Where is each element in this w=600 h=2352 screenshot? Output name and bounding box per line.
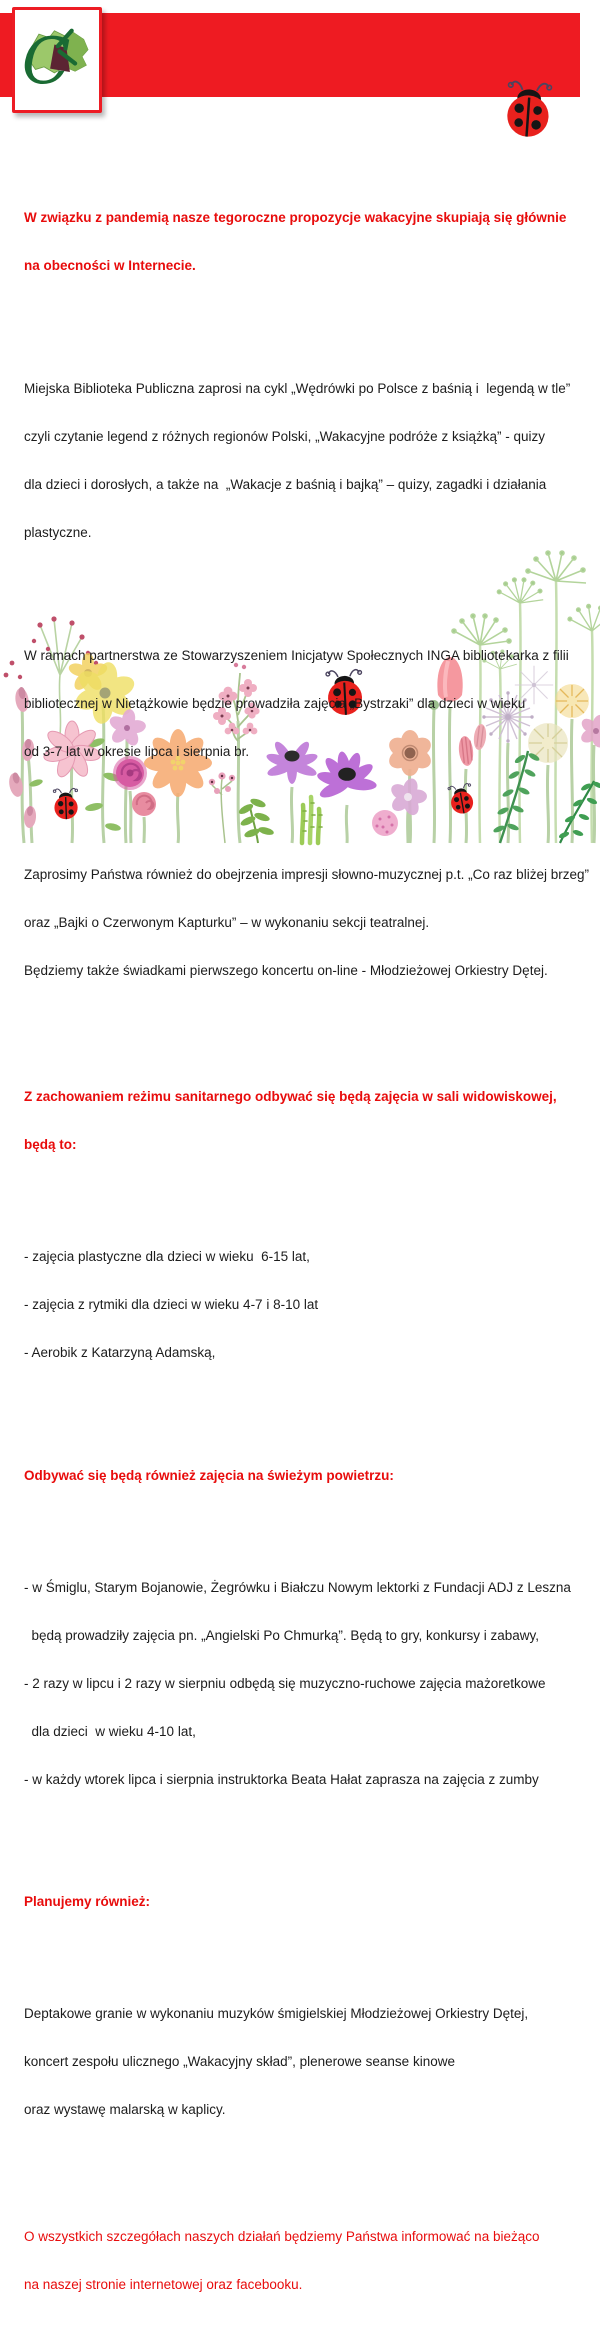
paragraph-library bbox=[24, 349, 590, 573]
list-item: dla dzieci w wieku 4-10 lat, bbox=[24, 1724, 196, 1739]
list-item: - 2 razy w lipcu i 2 razy w sierpniu odbędą się muzyczno-ruchowe zajęcia mażoretkowe bbox=[24, 1676, 546, 1691]
text-line: Miejska Biblioteka Publiczna zaprosi na cykl „Wędrówki po Polsce z baśnią i legendą w tle” bbox=[24, 381, 571, 396]
paragraph-plans bbox=[24, 1974, 590, 2150]
text-line: W związku z pandemią nasze tegoroczne propozycje wakacyjne skupiają się głównie bbox=[24, 210, 567, 225]
closing-note bbox=[24, 2197, 590, 2325]
text-line: od 3-7 lat w okresie lipca i sierpnia br. bbox=[24, 744, 250, 759]
text-line: Deptakowe granie w wykonaniu muzyków śmigielskiej Młodzieżowej Orkiestry Dętej, bbox=[24, 2006, 529, 2021]
text-line: czyli czytanie legend z różnych regionów Polski, „Wakacyjne podróże z książką” - quizy bbox=[24, 429, 545, 444]
section-heading-outdoor bbox=[24, 1436, 590, 1516]
text-line: na naszej stronie internetowej oraz facebooku. bbox=[24, 2277, 303, 2292]
indoor-activity-list bbox=[24, 1217, 590, 1393]
list-item: będą prowadziły zajęcia pn. „Angielski Po Chmurką”. Będą to gry, konkursy i zabawy, bbox=[24, 1628, 539, 1643]
text-line: będą to: bbox=[24, 1137, 77, 1152]
text-line: bibliotecznej w Nietążkowie będzie prowadziła zajęcia „Bystrzaki” dla dzieci w wieku bbox=[24, 696, 526, 711]
text-line: Będziemy także świadkami pierwszego koncertu on-line - Młodzieżowej Orkiestry Dętej. bbox=[24, 963, 548, 978]
text-line: Odbywać się będą również zajęcia na świeżym powietrzu: bbox=[24, 1468, 394, 1483]
outdoor-activity-list bbox=[24, 1548, 590, 1820]
list-item: - w każdy wtorek lipca i sierpnia instruktorka Beata Hałat zaprasza na zajęcia z zumby bbox=[24, 1772, 539, 1787]
text-line: Zaprosimy Państwa również do obejrzenia impresji słowno-muzycznej p.t. „Co raz bliżej brzeg” bbox=[24, 867, 589, 882]
list-item: - zajęcia z rytmiki dla dzieci w wieku 4-7 i 8-10 lat bbox=[24, 1297, 319, 1312]
list-item: - w Śmiglu, Starym Bojanowie, Żegrówku i Białczu Nowym lektorki z Fundacji ADJ z Leszna bbox=[24, 1580, 571, 1595]
svg-text:C: C bbox=[21, 25, 71, 100]
paragraph-inga bbox=[24, 616, 590, 792]
section-heading-indoor bbox=[24, 1057, 590, 1185]
text-line: na obecności w Internecie. bbox=[24, 258, 196, 273]
ladybug-icon bbox=[492, 76, 564, 154]
text-line: Z zachowaniem reżimu sanitarnego odbywać się będą zajęcia w sali widowiskowej, bbox=[24, 1089, 557, 1104]
text-line: koncert zespołu ulicznego „Wakacyjny skład”, plenerowe seanse kinowe bbox=[24, 2054, 455, 2069]
text-line: oraz wystawę malarską w kaplicy. bbox=[24, 2102, 226, 2117]
text-line: W ramach partnerstwa ze Stowarzyszeniem Inicjatyw Społecznych INGA bibliotekarka z filii bbox=[24, 648, 569, 663]
ck-logo bbox=[12, 7, 102, 113]
lead-paragraph bbox=[24, 178, 590, 306]
paragraph-theatre bbox=[24, 835, 590, 1011]
text-line: dla dzieci i dorosłych, a także na „Wakacje z baśnią i bajką” – quizy, zagadki i działania bbox=[24, 477, 547, 492]
flyer-text bbox=[24, 146, 590, 2352]
text-line: Planujemy również: bbox=[24, 1894, 151, 1909]
text-line: plastyczne. bbox=[24, 525, 92, 540]
text-line: O wszystkich szczegółach naszych działań będziemy Państwa informować na bieżąco bbox=[24, 2229, 540, 2244]
text-line: oraz „Bajki o Czerwonym Kapturku” – w wykonaniu sekcji teatralnej. bbox=[24, 915, 430, 930]
section-heading-plans bbox=[24, 1862, 590, 1942]
ck-map-windmill-logo-icon bbox=[20, 16, 94, 104]
list-item: - zajęcia plastyczne dla dzieci w wieku 6-15 lat, bbox=[24, 1249, 310, 1264]
list-item: - Aerobik z Katarzyną Adamską, bbox=[24, 1345, 216, 1360]
